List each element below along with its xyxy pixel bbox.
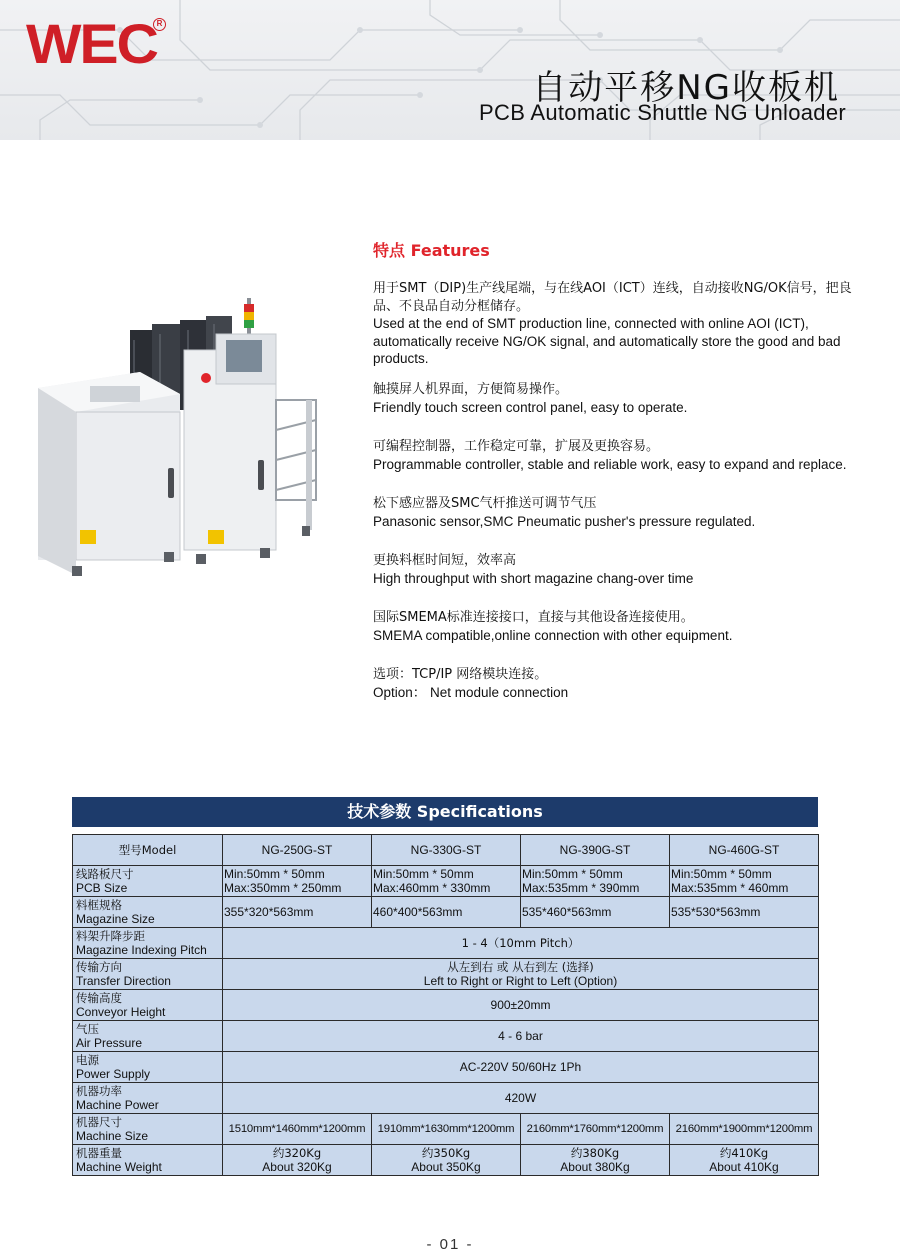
transfer-direction-label: 传输方向 Transfer Direction	[73, 959, 223, 990]
feature-item-7	[373, 666, 568, 701]
page-number: - 01 -	[426, 1236, 474, 1253]
feature-3-cn: 可编程控制器，工作稳定可靠，扩展及更换容易。	[373, 439, 660, 454]
feature-1-cn: 用于SMT（DIP)生产线尾端，与在线AOI（ICT）连线，自动接收NG/OK信号，把良品、不良品自动分框储存。	[373, 281, 852, 314]
feature-3-en: Programmable controller, stable and reliable work, easy to expand and replace.	[373, 456, 847, 472]
feature-1-en: Used at the end of SMT production line, connected with online AOI (ICT), automatically receive NG/OK signal, and automatically store the good and bad products.	[373, 316, 841, 366]
page-title-english: PCB Automatic Shuttle NG Unloader	[479, 100, 846, 125]
machine-size-cell: 1510mm*1460mm*1200mm	[223, 1114, 372, 1145]
feature-4-en: Panasonic sensor,SMC Pneumatic pusher's pressure regulated.	[373, 513, 756, 529]
table-row	[73, 928, 819, 959]
magazine-size-cell: 460*400*563mm	[372, 897, 521, 928]
machine-size-cell: 1910mm*1630mm*1200mm	[372, 1114, 521, 1145]
feature-6-en: SMEMA compatible,online connection with other equipment.	[373, 627, 733, 643]
machine-weight-cell: 约410Kg About 410Kg	[670, 1145, 819, 1176]
air-pressure-value: 4 - 6 bar	[223, 1021, 819, 1052]
model-cell: NG-390G-ST	[521, 835, 670, 866]
feature-item-4	[373, 495, 755, 530]
pcb-size-cell: Min:50mm * 50mm Max:535mm * 460mm	[670, 866, 819, 897]
feature-6-cn: 国际SMEMA标准连接接口，直接与其他设备连接使用。	[373, 610, 694, 625]
machine-size-cell: 2160mm*1760mm*1200mm	[521, 1114, 670, 1145]
model-label: 型号Model	[73, 835, 223, 866]
table-row	[73, 1114, 819, 1145]
machine-weight-cell: 约350Kg About 350Kg	[372, 1145, 521, 1176]
feature-item-3	[373, 438, 847, 473]
table-row	[73, 866, 819, 897]
table-row	[73, 1021, 819, 1052]
feature-2-en: Friendly touch screen control panel, easy to operate.	[373, 399, 688, 415]
table-row	[73, 959, 819, 990]
conveyor-height-value: 900±20mm	[223, 990, 819, 1021]
feature-5-en: High throughput with short magazine chang-over time	[373, 570, 694, 586]
feature-item-6	[373, 609, 732, 644]
table-row	[73, 1052, 819, 1083]
feature-2-cn: 触摸屏人机界面，方便简易操作。	[373, 382, 569, 397]
transfer-direction-value: 从左到右 或 从右到左 (选择) Left to Right or Right to Left (Option)	[223, 959, 819, 990]
machine-weight-cell: 约320Kg About 320Kg	[223, 1145, 372, 1176]
pcb-size-cell: Min:50mm * 50mm Max:460mm * 330mm	[372, 866, 521, 897]
indexing-pitch-label: 料架升降步距 Magazine Indexing Pitch	[73, 928, 223, 959]
model-cell: NG-330G-ST	[372, 835, 521, 866]
feature-7-cn: 选项：TCP/IP 网络模块连接。	[373, 667, 548, 682]
wec-logo: WEC	[26, 12, 157, 75]
table-row	[73, 835, 819, 866]
machine-weight-label: 机器重量 Machine Weight	[73, 1145, 223, 1176]
feature-item-5	[373, 552, 693, 587]
specifications-heading: 技术参数 Specifications	[72, 797, 818, 827]
model-cell: NG-460G-ST	[670, 835, 819, 866]
machine-power-value: 420W	[223, 1083, 819, 1114]
feature-5-cn: 更换料框时间短，效率高	[373, 553, 517, 568]
magazine-size-cell: 355*320*563mm	[223, 897, 372, 928]
power-supply-value: AC-220V 50/60Hz 1Ph	[223, 1052, 819, 1083]
pcb-size-cell: Min:50mm * 50mm Max:535mm * 390mm	[521, 866, 670, 897]
conveyor-height-label: 传输高度 Conveyor Height	[73, 990, 223, 1021]
machine-size-cell: 2160mm*1900mm*1200mm	[670, 1114, 819, 1145]
feature-7-en: Option： Net module connection	[373, 684, 569, 700]
magazine-size-cell: 535*530*563mm	[670, 897, 819, 928]
header-banner	[0, 0, 900, 140]
machine-size-label: 机器尺寸 Machine Size	[73, 1114, 223, 1145]
magazine-size-cell: 535*460*563mm	[521, 897, 670, 928]
table-row	[73, 897, 819, 928]
table-row	[73, 990, 819, 1021]
registered-mark: R	[153, 18, 166, 31]
indexing-pitch-value: 1 - 4（10mm Pitch）	[223, 928, 819, 959]
model-cell: NG-250G-ST	[223, 835, 372, 866]
magazine-size-label: 料框规格 Magazine Size	[73, 897, 223, 928]
pcb-size-label: 线路板尺寸 PCB Size	[73, 866, 223, 897]
table-row	[73, 1083, 819, 1114]
specifications-table	[72, 834, 819, 1176]
features-section	[373, 238, 873, 700]
feature-4-cn: 松下感应器及SMC气杆推送可调节气压	[373, 496, 597, 511]
pcb-size-cell: Min:50mm * 50mm Max:350mm * 250mm	[223, 866, 372, 897]
signal-tower	[244, 298, 254, 338]
features-heading: 特点 Features	[373, 241, 490, 260]
feature-item-1	[373, 280, 868, 366]
table-row	[73, 1145, 819, 1176]
machine-product-image	[30, 290, 350, 590]
feature-item-2	[373, 381, 687, 416]
power-supply-label: 电源 Power Supply	[73, 1052, 223, 1083]
page-title-chinese: 自动平移NG收板机	[532, 68, 840, 108]
machine-power-label: 机器功率 Machine Power	[73, 1083, 223, 1114]
machine-weight-cell: 约380Kg About 380Kg	[521, 1145, 670, 1176]
air-pressure-label: 气压 Air Pressure	[73, 1021, 223, 1052]
